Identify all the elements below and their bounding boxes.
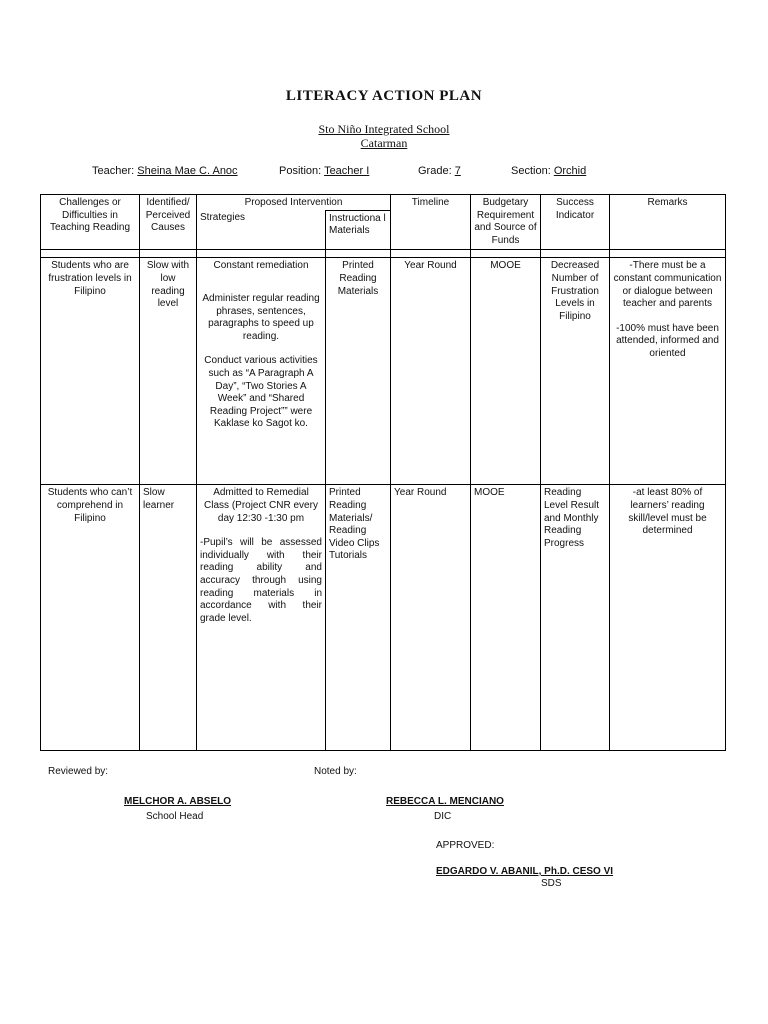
header-challenges: Challenges or Difficulties in Teaching Reading: [41, 195, 140, 250]
header-remarks: Remarks: [610, 195, 726, 250]
grade-value: 7: [454, 165, 461, 177]
header-success: Success Indicator: [541, 195, 610, 250]
row2-cause: Slow learner: [140, 485, 197, 751]
row2-timeline: Year Round: [391, 485, 471, 751]
row1-budget: MOOE: [471, 258, 541, 485]
noted-by-label: Noted by:: [314, 766, 357, 777]
approver-title: SDS: [541, 878, 562, 889]
row2-strategy-1: Admitted to Remedial Class (Project CNR every day 12:30 -1:30 pm: [204, 487, 318, 524]
row1-strategy-3: Conduct various activities such as “A Paragraph A Day”, “Two Stories A Week” and “Shared Reading Project”” were Kaklase ko Sagot ko.: [204, 355, 318, 430]
position-value: Teacher I: [324, 165, 370, 177]
row2-remarks: -at least 80% of learners’ reading skill/level must be determined: [610, 485, 726, 751]
header-materials: Instructiona l Materials: [326, 210, 391, 250]
header-strategies: Strategies: [197, 210, 326, 250]
teacher-name: Sheina Mae C. Anoc: [137, 165, 238, 177]
row1-remarks: [610, 258, 726, 485]
position-label: Position:: [279, 165, 322, 177]
row1-remark-1: -There must be a constant communication or dialogue between teacher and parents: [613, 260, 722, 310]
table-row: [41, 485, 726, 751]
row1-strategies: [197, 258, 326, 485]
row2-strategies: [197, 485, 326, 751]
position-info: [279, 165, 369, 177]
reviewer-name: MELCHOR A. ABSELO: [124, 796, 232, 807]
row2-materials: Printed Reading Materials/ Reading Video Clips Tutorials: [326, 485, 391, 751]
noter-name: REBECCA L. MENCIANO: [386, 796, 504, 807]
row1-timeline: Year Round: [391, 258, 471, 485]
row2-success: Reading Level Result and Monthly Reading Progress: [541, 485, 610, 751]
row1-strategy-2: Administer regular reading phrases, sentences, paragraphs to speed up reading.: [202, 292, 320, 342]
teacher-info: [92, 165, 238, 177]
approved-label: APPROVED:: [436, 840, 495, 851]
approver-name: EDGARDO V. ABANIL, Ph.D. CESO VI: [436, 866, 614, 877]
grade-info: [418, 165, 461, 177]
row1-materials: Printed Reading Materials: [326, 258, 391, 485]
row2-strategy-2: -Pupil’s will be assessed individually with their reading ability and accuracy through using reading materials in accordance with their grade level.: [200, 537, 322, 624]
row1-success: Decreased Number of Frustration Levels in Filipino: [541, 258, 610, 485]
action-plan-table: [40, 194, 726, 751]
section-label: Section:: [511, 165, 551, 177]
school-location: Catarman: [360, 136, 408, 150]
teacher-label: Teacher:: [92, 165, 135, 177]
row1-strategy-1: Constant remediation: [213, 260, 309, 272]
grade-label: Grade:: [418, 165, 452, 177]
school-name: Sto Niño Integrated School: [318, 122, 450, 136]
noter-title: DIC: [434, 811, 452, 822]
row1-challenge: Students who are frustration levels in Filipino: [41, 258, 140, 485]
header-timeline: Timeline: [391, 195, 471, 250]
school-header: [0, 122, 768, 150]
row2-challenge: Students who can’t comprehend in Filipino: [41, 485, 140, 751]
section-info: [511, 165, 586, 177]
header-causes: Identified/ Perceived Causes: [140, 195, 197, 250]
document-title: LITERACY ACTION PLAN: [285, 88, 483, 104]
row2-budget: MOOE: [471, 485, 541, 751]
table-row: [41, 258, 726, 485]
row1-remark-2: -100% must have been attended, informed and oriented: [616, 322, 719, 359]
spacer-row: [41, 250, 726, 258]
reviewer-title: School Head: [146, 811, 204, 822]
header-budget: Budgetary Requirement and Source of Funds: [471, 195, 541, 250]
section-value: Orchid: [553, 165, 587, 177]
header-proposed-intervention: Proposed Intervention: [197, 195, 391, 211]
row1-cause: Slow with low reading level: [140, 258, 197, 485]
reviewed-by-label: Reviewed by:: [48, 766, 109, 777]
